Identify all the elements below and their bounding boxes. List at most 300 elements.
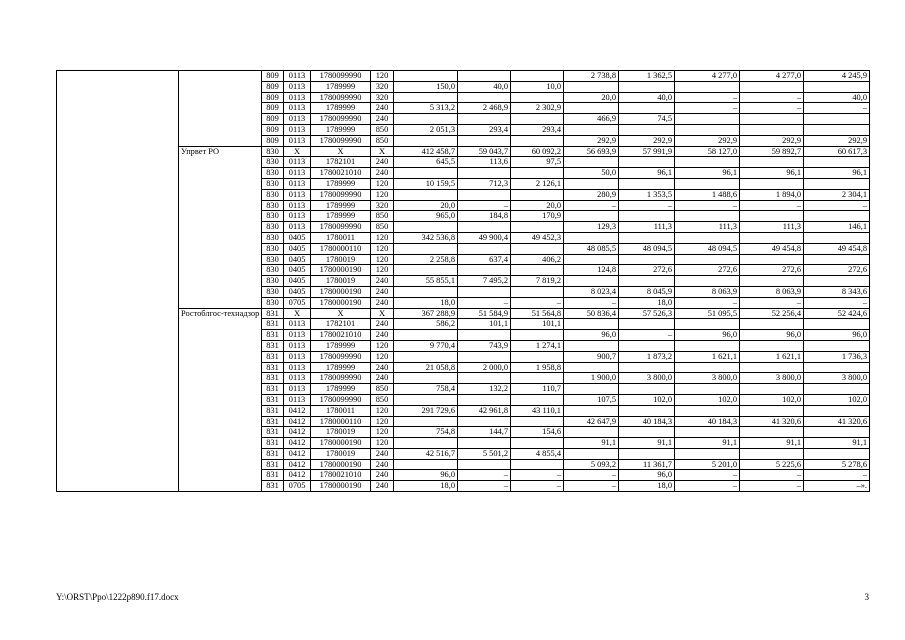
table-cell: 1 488,6: [675, 189, 740, 200]
table-cell: 0113: [284, 157, 311, 168]
table-cell: [458, 416, 511, 427]
table-cell: [619, 276, 675, 287]
blank-first-column: [57, 71, 179, 492]
table-cell: [675, 81, 740, 92]
table-cell: 1780000190: [311, 438, 371, 449]
table-cell: 57 526,3: [619, 308, 675, 319]
table-cell: 2 304,1: [804, 189, 870, 200]
table-cell: [394, 351, 458, 362]
table-cell: 96,1: [675, 168, 740, 179]
table-cell: 120: [371, 254, 394, 265]
table-cell: 96,1: [740, 168, 804, 179]
table-cell: 412 458,7: [394, 146, 458, 157]
table-cell: 4 277,0: [675, 71, 740, 82]
table-cell: –: [804, 200, 870, 211]
table-cell: [740, 157, 804, 168]
table-cell: [394, 373, 458, 384]
table-cell: 5 501,2: [458, 448, 511, 459]
table-cell: [675, 319, 740, 330]
table-cell: 1 621,1: [675, 351, 740, 362]
table-cell: 146,1: [804, 222, 870, 233]
table-cell: 1 621,1: [740, 351, 804, 362]
table-cell: [675, 178, 740, 189]
table-cell: –: [740, 481, 804, 492]
table-cell: 5 093,2: [564, 459, 619, 470]
table-cell: 50 836,4: [564, 308, 619, 319]
table-cell: 40,0: [619, 92, 675, 103]
table-cell: [740, 114, 804, 125]
table-cell: 320: [371, 81, 394, 92]
table-cell: 0405: [284, 254, 311, 265]
table-cell: –: [564, 481, 619, 492]
table-cell: 129,3: [564, 222, 619, 233]
table-cell: 809: [262, 114, 284, 125]
table-cell: [675, 448, 740, 459]
table-cell: [511, 330, 564, 341]
table-cell: 830: [262, 286, 284, 297]
table-cell: 49 900,4: [458, 232, 511, 243]
table-cell: 120: [371, 71, 394, 82]
table-cell: 18,0: [619, 297, 675, 308]
table-cell: [511, 394, 564, 405]
table-cell: 5 201,0: [675, 459, 740, 470]
table-cell: 41 320,6: [804, 416, 870, 427]
table-cell: 1780099990: [311, 189, 371, 200]
table-cell: [511, 438, 564, 449]
table-cell: 1 958,8: [511, 362, 564, 373]
table-cell: [804, 448, 870, 459]
table-cell: 1 362,5: [619, 71, 675, 82]
table-cell: 132,2: [458, 384, 511, 395]
table-cell: [564, 362, 619, 373]
table-cell: 830: [262, 265, 284, 276]
table-cell: –: [804, 297, 870, 308]
table-cell: 1780000190: [311, 297, 371, 308]
table-cell: [804, 427, 870, 438]
table-cell: [394, 92, 458, 103]
table-cell: 831: [262, 459, 284, 470]
table-cell: 280,9: [564, 189, 619, 200]
table-cell: [458, 394, 511, 405]
table-cell: 3 800,0: [675, 373, 740, 384]
table-cell: 60 617,3: [804, 146, 870, 157]
table-cell: [564, 232, 619, 243]
table-cell: –: [675, 200, 740, 211]
table-cell: [458, 459, 511, 470]
organization-name: [179, 71, 262, 147]
table-cell: 0405: [284, 265, 311, 276]
table-cell: 96,0: [740, 330, 804, 341]
table-cell: 830: [262, 157, 284, 168]
table-cell: [675, 405, 740, 416]
table-cell: 2 000,0: [458, 362, 511, 373]
table-cell: 8 023,4: [564, 286, 619, 297]
table-cell: [458, 92, 511, 103]
table-cell: 10 159,5: [394, 178, 458, 189]
table-cell: –: [458, 200, 511, 211]
table-cell: 292,9: [619, 135, 675, 146]
table-cell: 0113: [284, 92, 311, 103]
table-cell: 0412: [284, 448, 311, 459]
table-cell: 91,1: [675, 438, 740, 449]
table-row: [57, 146, 870, 157]
table-cell: [564, 319, 619, 330]
table-cell: [511, 168, 564, 179]
table-cell: [804, 362, 870, 373]
table-cell: Х: [311, 308, 371, 319]
table-cell: 97,5: [511, 157, 564, 168]
table-cell: 830: [262, 232, 284, 243]
table-cell: 48 094,5: [675, 243, 740, 254]
table-cell: 1782101: [311, 157, 371, 168]
table-cell: [564, 448, 619, 459]
table-cell: [619, 427, 675, 438]
table-cell: 272,6: [804, 265, 870, 276]
table-cell: 48 094,5: [619, 243, 675, 254]
table-cell: 51 564,8: [511, 308, 564, 319]
table-cell: 51 095,5: [675, 308, 740, 319]
table-cell: 831: [262, 448, 284, 459]
table-cell: [675, 232, 740, 243]
table-cell: [564, 211, 619, 222]
table-cell: 240: [371, 114, 394, 125]
table-cell: 320: [371, 200, 394, 211]
table-cell: [619, 211, 675, 222]
table-cell: [675, 340, 740, 351]
table-cell: 91,1: [804, 438, 870, 449]
table-cell: [740, 362, 804, 373]
table-cell: 0412: [284, 427, 311, 438]
table-cell: 20,0: [564, 92, 619, 103]
table-cell: 809: [262, 124, 284, 135]
table-cell: 48 085,5: [564, 243, 619, 254]
table-cell: [619, 319, 675, 330]
table-cell: 743,9: [458, 340, 511, 351]
table-cell: 0412: [284, 459, 311, 470]
table-cell: 830: [262, 297, 284, 308]
table-cell: 8 063,9: [675, 286, 740, 297]
table-cell: 1789999: [311, 200, 371, 211]
table-cell: [740, 276, 804, 287]
table-cell: 43 110,1: [511, 405, 564, 416]
table-cell: 120: [371, 427, 394, 438]
table-cell: 0113: [284, 114, 311, 125]
table-cell: 5 313,2: [394, 103, 458, 114]
table-cell: 0113: [284, 81, 311, 92]
table-cell: 120: [371, 189, 394, 200]
table-cell: 1789999: [311, 340, 371, 351]
table-cell: 0113: [284, 103, 311, 114]
table-cell: [564, 427, 619, 438]
table-cell: 830: [262, 146, 284, 157]
table-cell: [394, 438, 458, 449]
table-cell: [740, 81, 804, 92]
table-cell: 4 855,4: [511, 448, 564, 459]
table-cell: [564, 254, 619, 265]
footer-file-path: Y:\ORST\Ppo\1222p890.f17.docx: [56, 592, 179, 602]
table-cell: 0113: [284, 330, 311, 341]
table-cell: 831: [262, 416, 284, 427]
table-cell: 0113: [284, 200, 311, 211]
table-cell: 120: [371, 340, 394, 351]
table-cell: [511, 189, 564, 200]
table-cell: 2 738,8: [564, 71, 619, 82]
table-cell: 96,1: [804, 168, 870, 179]
table-cell: 240: [371, 362, 394, 373]
table-cell: 1780011: [311, 405, 371, 416]
table-cell: 1789999: [311, 362, 371, 373]
table-cell: 240: [371, 448, 394, 459]
table-cell: 1780019: [311, 448, 371, 459]
table-cell: 830: [262, 222, 284, 233]
table-cell: 120: [371, 232, 394, 243]
table-cell: 96,1: [619, 168, 675, 179]
table-cell: Х: [371, 308, 394, 319]
table-cell: 5 278,6: [804, 459, 870, 470]
table-cell: 1780000190: [311, 459, 371, 470]
table-cell: 292,9: [804, 135, 870, 146]
table-cell: 40 184,3: [675, 416, 740, 427]
table-cell: 120: [371, 438, 394, 449]
table-cell: –: [564, 297, 619, 308]
table-cell: [740, 254, 804, 265]
budget-table-container: [56, 70, 869, 492]
table-cell: [458, 222, 511, 233]
table-cell: 831: [262, 308, 284, 319]
table-cell: [804, 384, 870, 395]
table-cell: 49 454,8: [740, 243, 804, 254]
table-cell: [394, 286, 458, 297]
table-cell: 8 063,9: [740, 286, 804, 297]
table-cell: [619, 362, 675, 373]
table-cell: 0113: [284, 178, 311, 189]
table-cell: 1780021010: [311, 470, 371, 481]
table-cell: 831: [262, 330, 284, 341]
table-cell: 240: [371, 459, 394, 470]
table-cell: [394, 416, 458, 427]
table-cell: 1 873,2: [619, 351, 675, 362]
table-cell: [740, 211, 804, 222]
table-cell: –: [675, 481, 740, 492]
table-cell: 831: [262, 405, 284, 416]
table-cell: [511, 222, 564, 233]
table-cell: 1780019: [311, 427, 371, 438]
table-cell: [619, 178, 675, 189]
table-cell: 113,6: [458, 157, 511, 168]
table-cell: 240: [371, 297, 394, 308]
table-cell: 0113: [284, 135, 311, 146]
table-cell: 124,8: [564, 265, 619, 276]
table-cell: [619, 124, 675, 135]
table-cell: [511, 286, 564, 297]
table-cell: 1780099990: [311, 373, 371, 384]
table-cell: 850: [371, 135, 394, 146]
table-cell: 10,0: [511, 81, 564, 92]
table-cell: 51 584,9: [458, 308, 511, 319]
table-cell: 1780099990: [311, 114, 371, 125]
table-cell: 830: [262, 200, 284, 211]
table-cell: 2 468,9: [458, 103, 511, 114]
table-body: [57, 71, 870, 492]
table-cell: [675, 384, 740, 395]
table-cell: 1780000190: [311, 265, 371, 276]
table-cell: 150,0: [394, 81, 458, 92]
table-cell: 1 353,5: [619, 189, 675, 200]
table-cell: 1780000190: [311, 481, 371, 492]
table-cell: 0113: [284, 394, 311, 405]
table-cell: 41 320,6: [740, 416, 804, 427]
table-row: [57, 308, 870, 319]
table-cell: 2 302,9: [511, 103, 564, 114]
table-cell: 831: [262, 470, 284, 481]
table-cell: [511, 373, 564, 384]
table-cell: 1780011: [311, 232, 371, 243]
table-cell: [675, 211, 740, 222]
table-cell: [458, 135, 511, 146]
table-cell: 42 961,8: [458, 405, 511, 416]
table-cell: 809: [262, 81, 284, 92]
table-cell: 102,0: [675, 394, 740, 405]
table-cell: 240: [371, 103, 394, 114]
table-cell: 1782101: [311, 319, 371, 330]
table-cell: [804, 232, 870, 243]
table-cell: 102,0: [619, 394, 675, 405]
table-cell: 50,0: [564, 168, 619, 179]
table-cell: 2 051,3: [394, 124, 458, 135]
table-cell: [619, 254, 675, 265]
table-cell: 20,0: [511, 200, 564, 211]
table-cell: –: [619, 330, 675, 341]
table-cell: [804, 178, 870, 189]
table-cell: –: [511, 470, 564, 481]
table-cell: [394, 189, 458, 200]
table-cell: 0405: [284, 232, 311, 243]
table-cell: [804, 340, 870, 351]
table-cell: [394, 114, 458, 125]
table-cell: [394, 168, 458, 179]
table-cell: 60 092,2: [511, 146, 564, 157]
table-cell: 758,4: [394, 384, 458, 395]
table-cell: 101,1: [458, 319, 511, 330]
table-cell: 59 043,7: [458, 146, 511, 157]
table-cell: 0113: [284, 189, 311, 200]
table-cell: 111,3: [619, 222, 675, 233]
table-cell: 102,0: [804, 394, 870, 405]
table-cell: 1780099990: [311, 71, 371, 82]
table-cell: [511, 71, 564, 82]
table-cell: 291 729,6: [394, 405, 458, 416]
table-cell: [619, 384, 675, 395]
table-cell: 292,9: [675, 135, 740, 146]
table-cell: 110,7: [511, 384, 564, 395]
table-cell: 91,1: [564, 438, 619, 449]
table-cell: [804, 81, 870, 92]
table-cell: 830: [262, 243, 284, 254]
table-cell: 1 736,3: [804, 351, 870, 362]
table-cell: 120: [371, 405, 394, 416]
table-cell: 21 058,8: [394, 362, 458, 373]
table-cell: [804, 254, 870, 265]
table-cell: [675, 124, 740, 135]
table-cell: 4 277,0: [740, 71, 804, 82]
table-cell: Х: [311, 146, 371, 157]
table-cell: 1780099990: [311, 222, 371, 233]
table-cell: 367 288,9: [394, 308, 458, 319]
table-cell: [619, 405, 675, 416]
table-cell: [675, 427, 740, 438]
table-cell: 586,2: [394, 319, 458, 330]
table-cell: [394, 265, 458, 276]
table-cell: [511, 114, 564, 125]
table-cell: 96,0: [564, 330, 619, 341]
table-cell: [511, 416, 564, 427]
budget-table: [56, 70, 870, 492]
table-cell: 850: [371, 222, 394, 233]
table-cell: 637,4: [458, 254, 511, 265]
organization-name: Упрвет РО: [179, 146, 262, 308]
table-cell: [394, 222, 458, 233]
table-cell: 809: [262, 71, 284, 82]
table-cell: 831: [262, 319, 284, 330]
table-cell: 0113: [284, 384, 311, 395]
table-cell: [458, 351, 511, 362]
table-cell: [564, 276, 619, 287]
table-cell: 40 184,3: [619, 416, 675, 427]
table-cell: [458, 189, 511, 200]
table-cell: 111,3: [740, 222, 804, 233]
table-cell: 712,3: [458, 178, 511, 189]
table-cell: –: [564, 200, 619, 211]
table-cell: 1789999: [311, 211, 371, 222]
table-cell: [740, 427, 804, 438]
table-cell: [619, 81, 675, 92]
table-cell: [804, 319, 870, 330]
table-cell: 52 424,6: [804, 308, 870, 319]
table-cell: 91,1: [740, 438, 804, 449]
table-cell: 107,5: [564, 394, 619, 405]
table-cell: 96,0: [619, 470, 675, 481]
table-cell: 96,0: [675, 330, 740, 341]
table-cell: [394, 330, 458, 341]
table-cell: 240: [371, 286, 394, 297]
table-cell: 74,5: [619, 114, 675, 125]
table-cell: –: [804, 470, 870, 481]
table-cell: –: [511, 481, 564, 492]
table-cell: [619, 232, 675, 243]
table-cell: 11 361,7: [619, 459, 675, 470]
table-cell: 1789999: [311, 124, 371, 135]
table-cell: 0405: [284, 243, 311, 254]
table-cell: –: [675, 103, 740, 114]
table-cell: [564, 405, 619, 416]
table-cell: 1780000110: [311, 243, 371, 254]
table-cell: 240: [371, 373, 394, 384]
table-cell: 830: [262, 276, 284, 287]
table-cell: [804, 157, 870, 168]
table-cell: 5 225,6: [740, 459, 804, 470]
table-cell: 7 495,2: [458, 276, 511, 287]
table-cell: 0113: [284, 351, 311, 362]
table-cell: 52 256,4: [740, 308, 804, 319]
table-cell: 59 892,7: [740, 146, 804, 157]
table-row: [57, 71, 870, 82]
table-cell: 1780099990: [311, 351, 371, 362]
table-cell: 170,9: [511, 211, 564, 222]
table-cell: –: [675, 470, 740, 481]
table-cell: 965,0: [394, 211, 458, 222]
table-cell: 850: [371, 124, 394, 135]
table-cell: 1780099990: [311, 394, 371, 405]
